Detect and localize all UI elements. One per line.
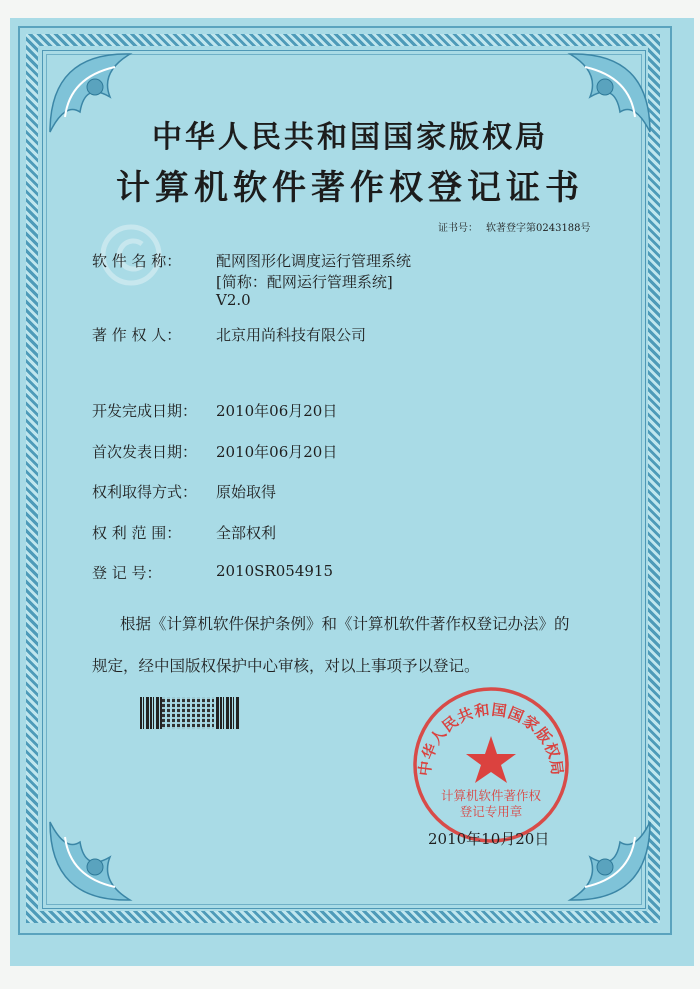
owner-value: 北京用尚科技有限公司 <box>216 326 367 344</box>
acquire-method-value: 原始取得 <box>216 483 277 501</box>
statement-line-1: 根据《计算机软件保护条例》和《计算机软件著作权登记办法》的 <box>120 615 570 633</box>
issue-date: 2010年10月20日 <box>428 830 550 848</box>
software-name-line1: 配网图形化调度运行管理系统 <box>216 252 412 270</box>
certificate-number-value: 软著登字第0243188号 <box>486 223 591 234</box>
rights-scope-value: 全部权利 <box>216 524 277 542</box>
software-name-version: V2.0 <box>216 291 251 309</box>
seal-inner-line-1: 计算机软件著作权 <box>440 788 542 803</box>
dev-date-value: 2010年06月20日 <box>216 402 338 420</box>
dev-date-label: 开发完成日期： <box>92 402 198 420</box>
seal-inner-line-2: 登记专用章 <box>459 804 523 819</box>
registration-number-label: 登 记 号： <box>92 564 162 582</box>
owner-label: 著 作 权 人： <box>92 326 182 344</box>
software-name-line2: [简称：配网运行管理系统] <box>216 273 393 291</box>
pub-date-value: 2010年06月20日 <box>216 443 338 461</box>
statement-line-2: 规定，经中国版权保护中心审核，对以上事项予以登记。 <box>92 657 480 675</box>
barcode-icon <box>140 697 240 729</box>
rights-scope-label: 权 利 范 围： <box>92 524 182 542</box>
certificate-title: 计算机软件著作权登记证书 <box>116 168 584 208</box>
star-icon <box>466 736 516 783</box>
software-name-label: 软 件 名 称： <box>92 252 182 270</box>
pub-date-label: 首次发表日期： <box>92 443 198 461</box>
certificate-number-label: 证书号： <box>438 223 478 234</box>
2d-code-icon <box>162 697 214 729</box>
official-seal-icon <box>410 684 572 846</box>
corner-ornament-bottom-left-icon <box>40 812 160 912</box>
issuer-title: 中华人民共和国国家版权局 <box>152 120 548 155</box>
seal-ring-text: 中华人民共和国国家版权局 <box>415 700 567 777</box>
registration-number-value: 2010SR054915 <box>216 562 334 580</box>
certificate-number <box>438 219 591 234</box>
acquire-method-label: 权利取得方式： <box>92 483 198 501</box>
